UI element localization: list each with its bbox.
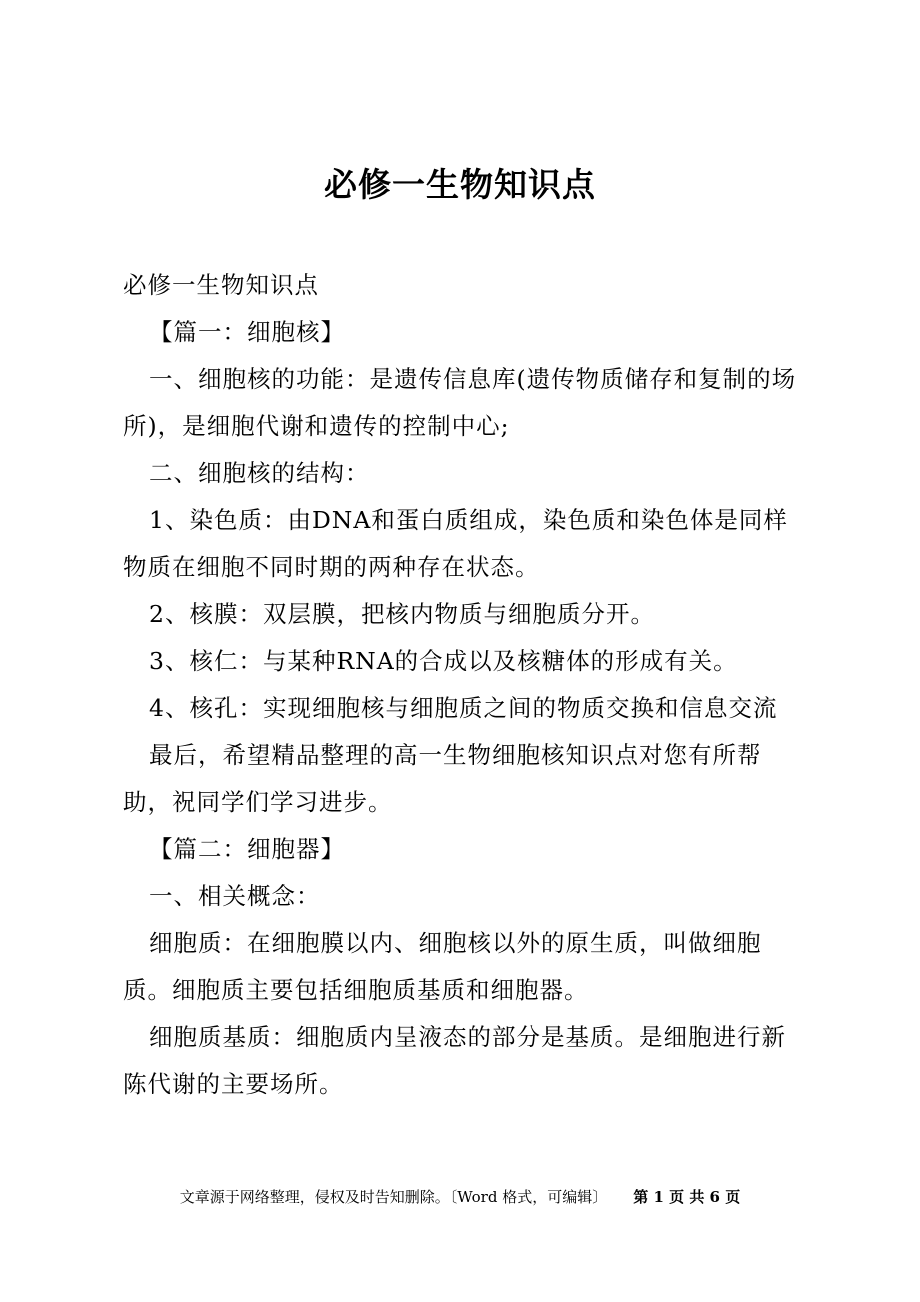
footer-page-info: 第 1 页 共 6 页 [633,1188,741,1206]
paragraph-chromatin: 1、染色质：由DNA和蛋白质组成，染色质和染色体是同样物质在细胞不同时期的两种存在状态。 [123,506,788,581]
footer-source-note: 文章源于网络整理，侵权及时告知删除。〔Word 格式，可编辑〕 [179,1188,608,1206]
section-heading-nucleus: 【篇一：细胞核】 [149,318,345,346]
paragraph-cytosol: 细胞质基质：细胞质内呈液态的部分是基质。是细胞进行新陈代谢的主要场所。 [123,1023,786,1098]
paragraph-nucleus-function: 一、细胞核的功能：是遗传信息库(遗传物质储存和复制的场所)，是细胞代谢和遗传的控制中心; [123,365,797,440]
paragraph-closing: 最后，希望精品整理的高一生物细胞核知识点对您有所帮助，祝同学们学习进步。 [123,741,762,816]
document-body [123,262,808,1108]
page-footer [0,1186,920,1208]
paragraph-cytoplasm: 细胞质：在细胞膜以内、细胞核以外的原生质，叫做细胞质。细胞质主要包括细胞质基质和细胞器。 [123,929,762,1004]
document-title: 必修一生物知识点 [324,165,596,204]
paragraph-heading: 必修一生物知识点 [123,271,319,299]
paragraph-nucleus-structure: 二、细胞核的结构： [149,459,370,487]
paragraph-nucleolus: 3、核仁：与某种RNA的合成以及核糖体的形成有关。 [149,647,738,675]
section-heading-organelles: 【篇二：细胞器】 [149,835,345,863]
paragraph-nuclear-envelope: 2、核膜：双层膜，把核内物质与细胞质分开。 [149,600,655,628]
paragraph-concepts: 一、相关概念： [149,882,321,910]
paragraph-nuclear-pore: 4、核孔：实现细胞核与细胞质之间的物质交换和信息交流 [149,694,778,722]
